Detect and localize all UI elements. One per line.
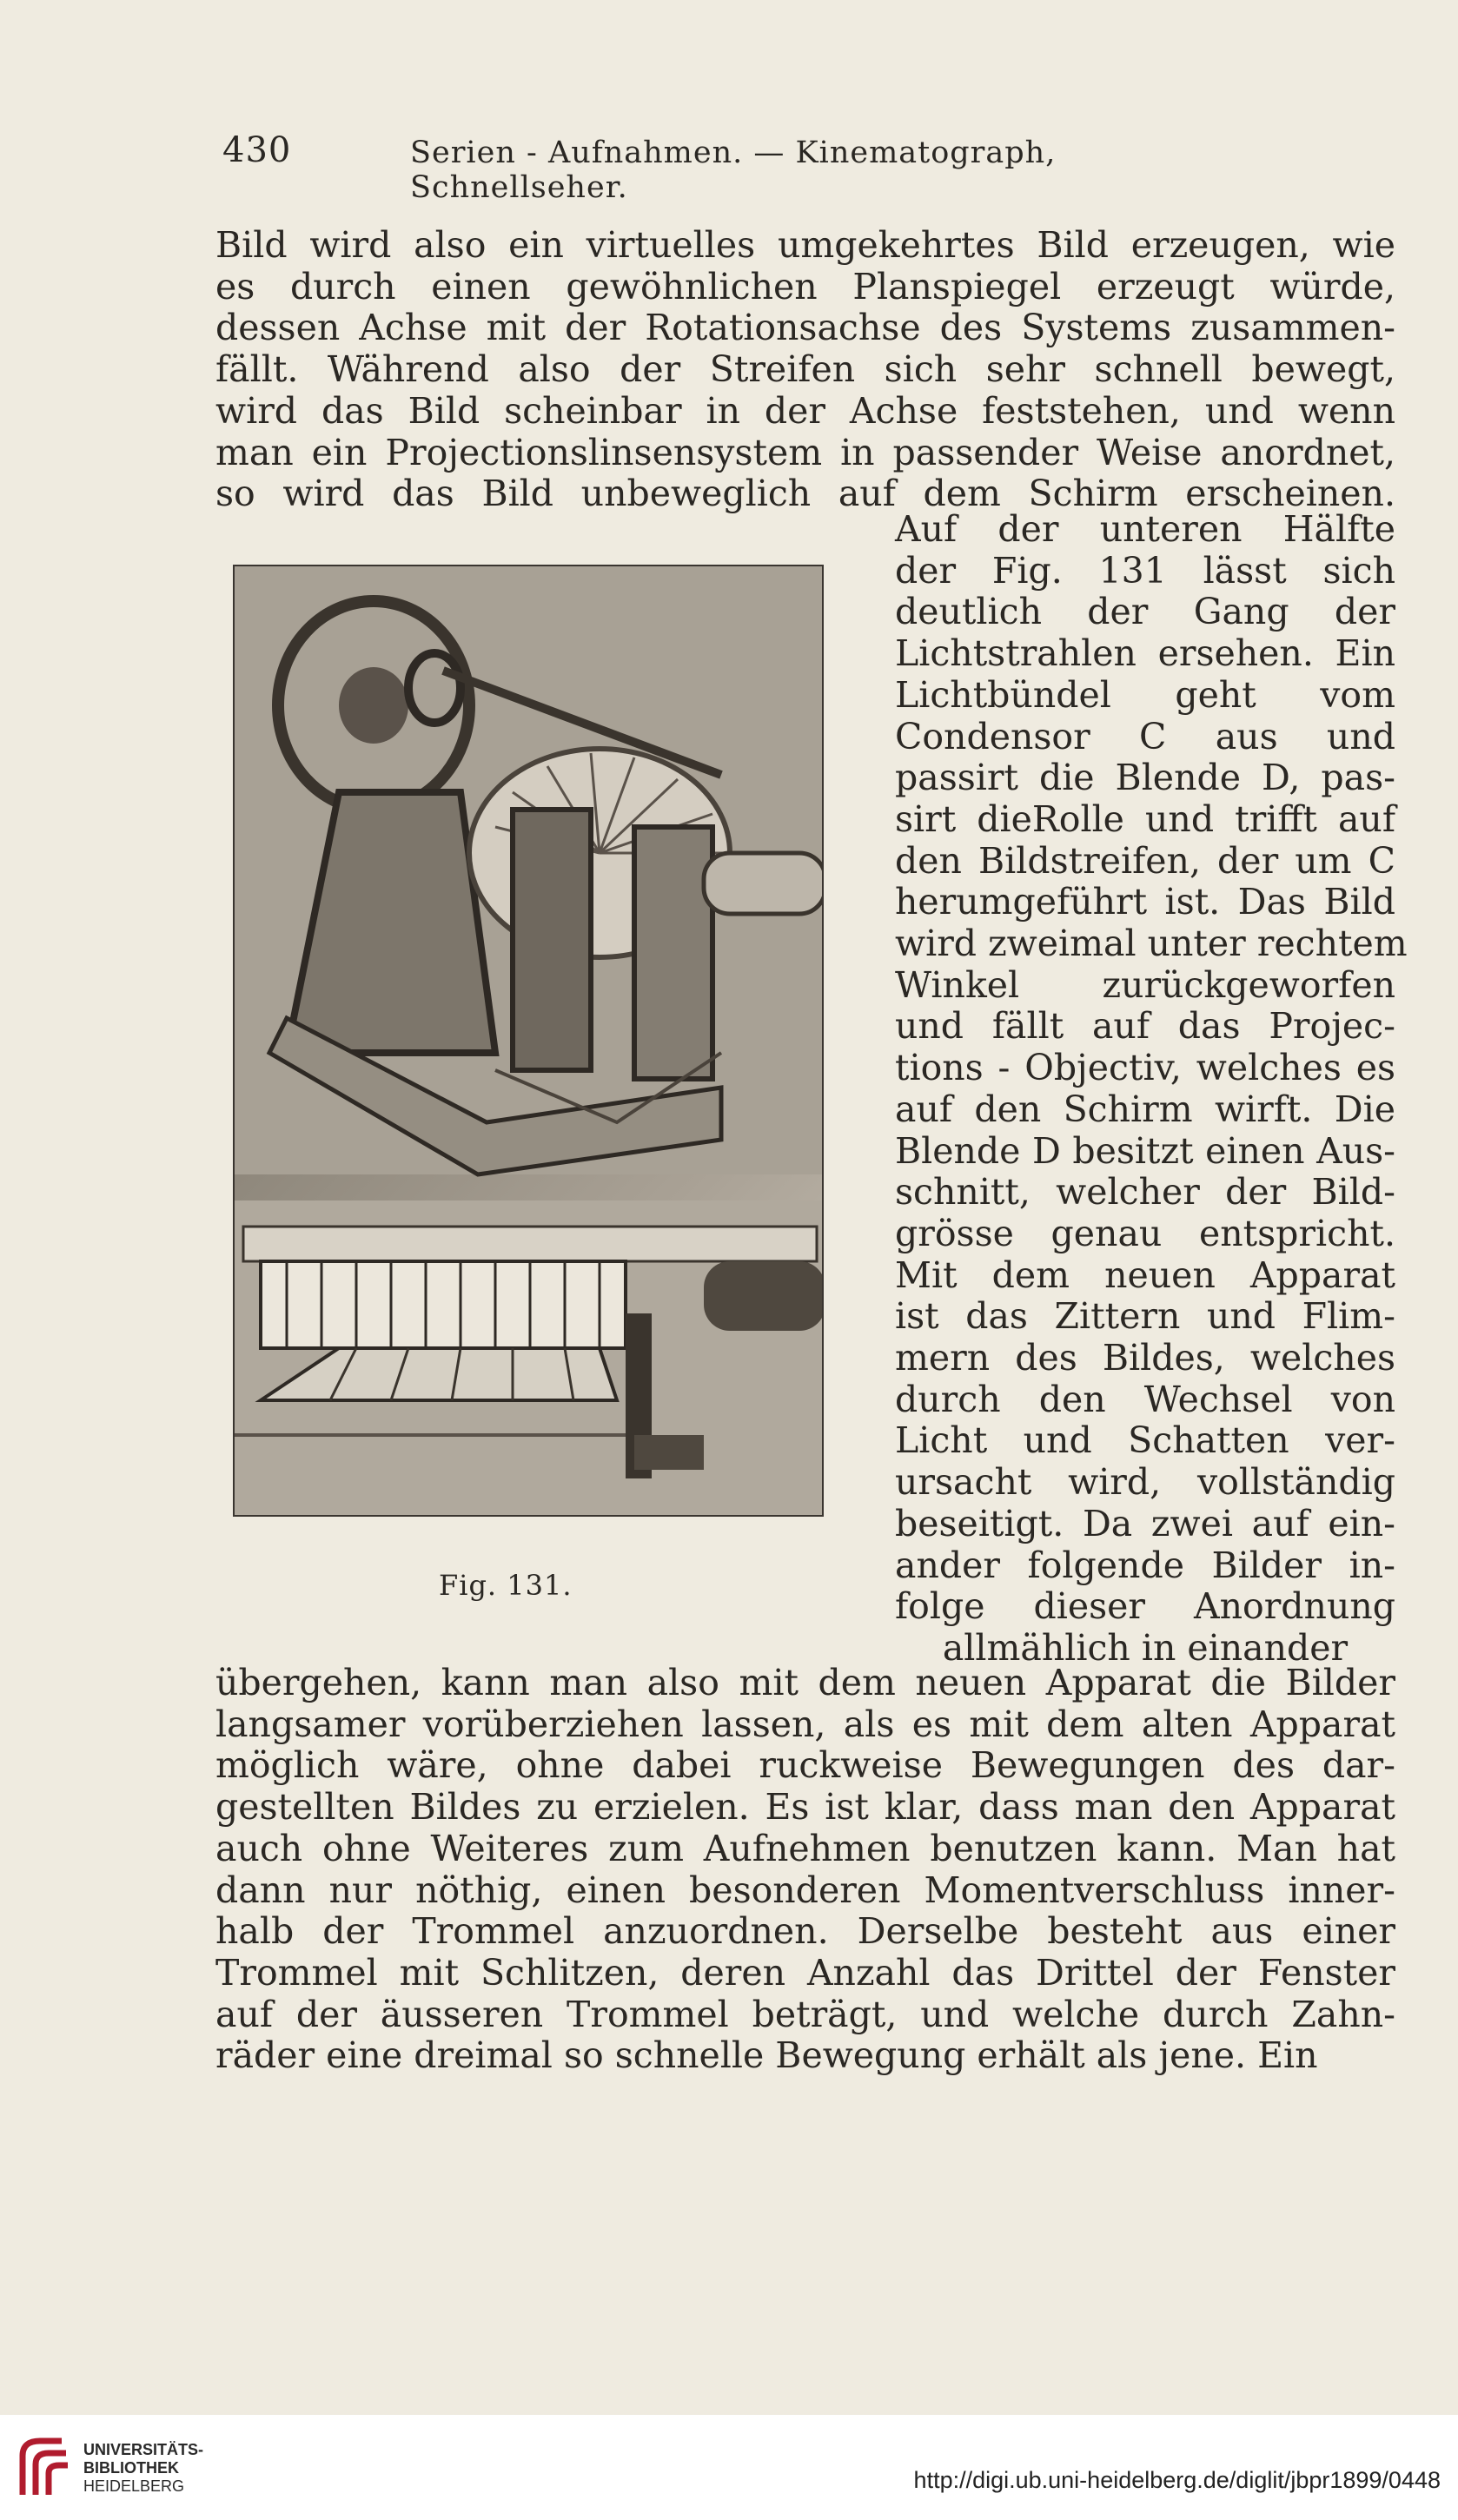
text-line: Bild wird also ein virtuelles umgekehrtes Bild erzeugen, wie	[215, 224, 1395, 266]
text-line: dann nur nöthig, einen besonderen Momentverschluss inner-	[215, 1869, 1395, 1911]
text-line: Trommel mit Schlitzen, deren Anzahl das Drittel der Fenster	[215, 1951, 1395, 1994]
text-line: fällt. Während also der Streifen sich sehr schnell bewegt,	[215, 348, 1395, 391]
text-line: mern des Bildes, welches	[895, 1337, 1395, 1379]
text-line: ursacht wird, vollständig	[895, 1461, 1395, 1504]
text-line: übergehen, kann man also mit dem neuen Apparat die Bilder	[215, 1662, 1395, 1703]
logo-line-3: HEIDELBERG	[83, 2477, 185, 2495]
library-logo-icon	[14, 2434, 75, 2503]
text-line: schnitt, welcher der Bild-	[895, 1171, 1395, 1214]
text-line: wird das Bild scheinbar in der Achse feststehen, und wenn	[215, 389, 1395, 432]
text-line: allmählich in einander	[942, 1626, 1349, 1669]
footer-bar	[0, 2415, 1458, 2520]
text-line: so wird das Bild unbeweglich auf dem Schirm erscheinen.	[215, 473, 1395, 515]
text-line: tions - Objectiv, welches es	[895, 1047, 1395, 1089]
text-line: gestellten Bildes zu erzielen. Es ist klar, dass man den Apparat	[215, 1786, 1395, 1829]
text-line: Lichtbündel geht vom	[895, 673, 1395, 716]
text-line: Winkel zurückgeworfen	[895, 963, 1395, 1006]
text-line: dessen Achse mit der Rotationsachse des Systems zusammen-	[215, 307, 1395, 349]
text-line: ander folgende Bilder in-	[895, 1544, 1395, 1586]
logo-line-2: BIBLIOTHEK	[83, 2459, 179, 2477]
figure-caption: Fig. 131.	[439, 1569, 573, 1602]
text-line: auf der äusseren Trommel beträgt, und welche durch Zahn-	[215, 1993, 1395, 2035]
text-line: Condensor C aus und	[895, 715, 1395, 757]
text-line: sirt dieRolle und trifft auf	[895, 797, 1395, 840]
text-line: langsamer vorüberziehen lassen, als es mit dem alten Apparat	[215, 1703, 1395, 1745]
text-line: Mit dem neuen Apparat	[895, 1253, 1395, 1296]
text-line: und fällt auf das Projec-	[895, 1005, 1395, 1048]
text-line: folge dieser Anordnung	[895, 1585, 1395, 1628]
text-line: räder eine dreimal so schnelle Bewegung erhält als jene. Ein	[215, 2034, 1318, 2077]
text-line: den Bildstreifen, der um C	[895, 839, 1395, 882]
library-logo-text	[83, 2441, 203, 2496]
text-line: es durch einen gewöhnlichen Planspiegel erzeugt würde,	[215, 265, 1395, 308]
text-line: Licht und Schatten ver-	[895, 1419, 1395, 1462]
text-line: möglich wäre, ohne dabei ruckweise Bewegungen des dar-	[215, 1744, 1395, 1787]
text-line: wird zweimal unter rechtem	[895, 923, 1408, 964]
text-line: auf den Schirm wirft. Die	[895, 1088, 1395, 1130]
running-head: Serien - Aufnahmen. — Kinematograph, Schnellseher.	[410, 136, 1057, 205]
text-line: halb der Trommel anzuordnen. Derselbe besteht aus einer	[215, 1910, 1395, 1953]
text-line: man ein Projectionslinsensystem in passender Weise anordnet,	[215, 431, 1395, 473]
text-line: herumgeführt ist. Das Bild	[895, 881, 1395, 923]
text-line: passirt die Blende D, pas-	[895, 757, 1395, 799]
text-line: Lichtstrahlen ersehen. Ein	[895, 632, 1395, 675]
text-line: Blende D besitzt einen Aus-	[895, 1129, 1395, 1172]
text-line: Auf der unteren Hälfte	[895, 508, 1395, 550]
text-line: deutlich der Gang der	[895, 591, 1395, 633]
text-line: auch ohne Weiteres zum Aufnehmen benutzen kann. Man hat	[215, 1827, 1395, 1869]
text-line: der Fig. 131 lässt sich	[895, 549, 1395, 592]
text-line: beseitigt. Da zwei auf ein-	[895, 1502, 1395, 1544]
figure-kinematograph-engraving	[233, 565, 824, 1517]
text-line: grösse genau entspricht.	[895, 1212, 1395, 1254]
page-number: 430	[222, 130, 292, 170]
engraving-illustration	[235, 566, 824, 1517]
logo-line-1: UNIVERSITÄTS-	[83, 2441, 204, 2458]
permalink-url[interactable]: http://digi.ub.uni-heidelberg.de/diglit/jbpr1899/0448	[913, 2467, 1441, 2493]
text-line: ist das Zittern und Flim-	[895, 1295, 1395, 1338]
text-line: durch den Wechsel von	[895, 1378, 1395, 1420]
